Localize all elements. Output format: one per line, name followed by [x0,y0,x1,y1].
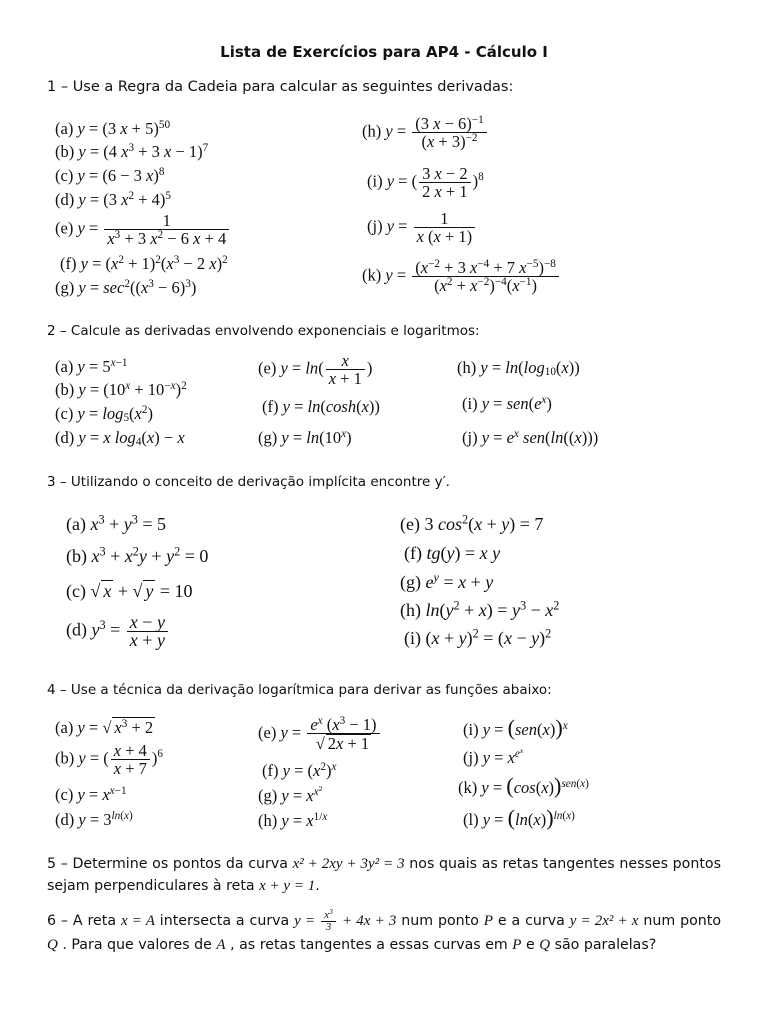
item-label: (h) [258,811,278,830]
item-label: (c) [55,166,74,185]
q6-text: 6 – A reta [47,913,117,929]
q6-variable-a: A [216,937,226,954]
q1-item-f: (f) $y = (x^2 + 1)^2(x^3 - 2$ x)$^2$ [60,253,228,273]
item-label: (g) [258,428,278,447]
q6-text: e a curva [497,913,565,929]
q1-item-i: (i) y = ( $\frac{3 x - 2}{2 x + 1}$ )$^8$ [367,164,484,201]
q6-point-q: Q [539,937,551,954]
q3-item-i: (i) $(x + y)^2 = (x - y)^2$ [404,626,552,648]
item-label: (a) [55,357,74,376]
q2-item-d: (d) y = x $\log_4(x) - x$ [55,428,185,449]
q1-item-k: (k) y = $\frac{(x^{-2} + 3 x^{-4} + 7 x^{-5})^{-8}}{(x^2 + x^{-2})^{-4}(x^{-1})}$ [362,259,561,294]
item-label: (h) [400,600,421,620]
q1-item-b: (b) y = (4 $x^3 + 3$ x − 1)$^7$ [55,141,209,161]
item-label: (j) [462,428,478,447]
item-label: (c) [55,785,74,804]
item-label: (i) [404,628,421,648]
item-label: (f) [262,397,279,416]
item-label: (g) [55,278,75,297]
question-1-heading: 1 – Use a Regra da Cadeia para calcular as seguintes derivadas: [47,79,514,95]
q2-item-j: (j) $y = e^x$ sen(ln((x))) [462,427,599,447]
item-label: (b) [55,142,75,161]
item-label: (l) [463,810,479,829]
item-label: (c) [55,404,74,423]
item-label: (g) [258,786,278,805]
q4-item-g: (g) $y = x^{x^2}$ [258,783,323,805]
q4-item-b: (b) y = ( $\frac{x + 4}{x + 7}$ )$^6$ [55,741,164,778]
item-label: (f) [60,254,77,273]
q6-curve1-equation: y = $\frac{x^3}{3}$ + 4x + 3 [294,906,397,934]
q4-item-d: (d) $y = 3^{ln(x)}$ [55,809,133,829]
item-label: (a) [55,119,74,138]
q4-item-c: (c) $y = x^{x-1}$ [55,784,127,804]
page-title: Lista de Exercícios para AP4 - Cálculo I [220,43,548,61]
q3-item-e: (e) 3 $\cos^2(x + y) = 7$ [400,512,544,534]
q4-item-j: (j) $y = x^{e^x}$ [463,745,524,767]
item-label: (e) [400,514,420,534]
q6-text: e [525,937,535,954]
q5-text: . [315,878,320,894]
q3-item-f: (f) tg(y) = x y [404,543,501,563]
q2-item-g: (g) $y = \ln(10^x)$ [258,427,352,447]
q2-item-h: (h) $y = \ln(\log_{10}(x))$ [457,358,580,379]
q2-item-b: (b) $y = (10^x + 10^{-x})^2$ [55,379,187,399]
q6-text: num ponto [643,913,722,929]
q2-item-a: (a) $y = 5^{x-1}$ [55,356,128,376]
q6-text: são paralelas? [554,937,657,954]
q4-item-f: (f) $y = (x^2)^x$ [262,760,337,780]
q6-point-q: Q [47,937,58,954]
item-label: (b) [55,748,75,768]
item-label: (d) [55,190,75,209]
q1-item-a: (a) y = (3 x + 5)$^{50}$ [55,118,171,138]
q3-item-g: (g) $e^y = x + y$ [400,570,494,592]
q1-item-e: (e) y = $\frac{1}{x^3 + 3 x^2 - 6 x + 4}$ [55,212,231,247]
q6-point-p: P [483,913,493,929]
item-label: (e) [258,358,277,378]
item-label: (k) [458,778,478,797]
q6-text: . Para que valores de [62,937,212,954]
item-label: (a) [55,718,74,737]
item-label: (h) [457,358,477,377]
item-label: (f) [404,543,422,563]
q4-item-h: (h) $y = x^{1/x}$ [258,810,328,830]
q5-line-equation: x + y = 1 [259,878,316,894]
q3-item-a: (a) $x^3 + y^3 = 5$ [66,512,167,534]
q5-curve-equation: x² + 2xy + 3y² = 3 [292,856,405,872]
q4-item-i: (i) $y = (sen(x))^x$ [463,715,568,740]
question-3-heading: 3 – Utilizando o conceito de derivação implícita encontre y′. [47,474,450,490]
q6-text: num ponto [401,913,479,929]
q4-item-k: (k) $y = (\cos(x))^{sen(x)}$ [458,773,589,798]
item-label: (j) [367,216,383,236]
item-label: (c) [66,581,86,601]
item-label: (h) [362,121,382,141]
q5-text: nos quais as retas tangentes nesses pontos sejam perpendiculares à reta [47,856,721,894]
question-6 [47,906,722,957]
q6-curve2-equation: y = 2x² + x [569,913,639,929]
q3-item-d: (d) $y^3$ = $\frac{x - y}{x + y}$ [66,614,170,649]
item-label: (k) [362,265,382,285]
q3-item-h: (h) $\ln(y^2 + x) = y^3 - x^2$ [400,598,560,620]
q6-line-equation: x = A [120,913,155,929]
q3-item-b: (b) $x^3 + x^2y + y^2 = 0$ [66,544,209,566]
q5-text: 5 – Determine os pontos da curva [47,856,288,872]
q4-item-a: (a) y = √ $x^3 + 2$ [55,717,154,737]
item-label: (f) [262,761,279,780]
item-label: (i) [462,394,478,413]
item-label: (i) [367,171,383,191]
q1-item-j: (j) y = $\frac{1}{x (x + 1)}$ [367,210,477,245]
question-4-heading: 4 – Use a técnica da derivação logarítmica para derivar as funções abaixo: [47,682,552,698]
q4-item-e: (e) y = $\frac{e^x (x^3 - 1)}{√ 2x + 1}$ [258,716,382,752]
item-label: (i) [463,720,479,739]
q1-item-g: (g) $y = \sec^2((x^3 - 6)^3)$ [55,277,197,297]
item-label: (b) [55,380,75,399]
q2-item-c: (c) $y = \log_5(x^2)$ [55,403,153,425]
item-label: (d) [55,428,75,447]
item-label: (j) [463,748,479,767]
q1-item-d: (d) y = (3 $x^2 + 4)^5$ [55,189,171,209]
q1-item-h: (h) y = $\frac{(3 x - 6)^{-1}}{(x + 3)^{-2}}$ [362,115,489,150]
q2-item-f: (f) y = ln(cosh(x)) [262,397,380,416]
item-label: (a) [66,514,86,534]
q3-item-c: (c) √ x + √ y = 10 [66,581,193,601]
q2-item-i: (i) $y = sen(e^x)$ [462,393,552,413]
q6-text: intersecta a curva [159,913,290,929]
q1-item-c: (c) y = (6 − 3 x)$^8$ [55,165,165,185]
item-label: (d) [55,810,75,829]
q6-point-p: P [512,937,522,954]
question-5 [47,853,721,897]
item-label: (e) [55,218,74,238]
question-2-heading: 2 – Calcule as derivadas envolvendo exponenciais e logaritmos: [47,323,480,339]
q4-item-l: (l) $y = (\ln(x))^{ln(x)}$ [463,805,575,830]
item-label: (g) [400,572,421,592]
item-label: (e) [258,722,277,742]
q6-text: , as retas tangentes a essas curvas em [230,937,508,954]
item-label: (d) [66,619,87,640]
q2-item-e: (e) y = ln( $\frac{x}{x + 1}$ ) [258,351,373,388]
item-label: (b) [66,546,87,566]
